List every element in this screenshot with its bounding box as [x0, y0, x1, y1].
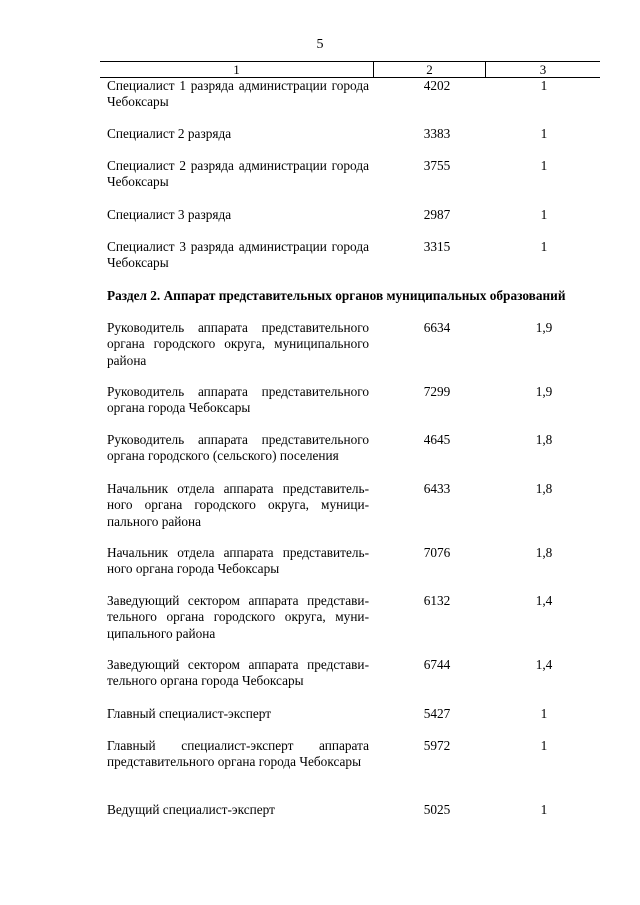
position-name: Заведующий сектором аппарата представительного органа городского округа, муниципального района [107, 593, 369, 641]
coefficient-value: 1 [540, 706, 548, 721]
coefficient-value: 1 [540, 158, 548, 173]
salary-value: 7076 [423, 545, 451, 560]
table-column-header-row [100, 61, 600, 78]
salary-value: 5972 [423, 738, 451, 753]
position-name: Начальник отдела аппарата представительного органа городского округа, муниципального района [107, 481, 369, 529]
position-name: Руководитель аппарата представительного органа городского (сельского) поселения [107, 432, 369, 464]
salary-value: 3755 [423, 158, 451, 173]
salary-value: 4645 [423, 432, 451, 447]
coefficient-value: 1,4 [535, 593, 553, 608]
coefficient-value: 1 [540, 207, 548, 222]
position-name: Специалист 3 разряда администрации города Чебоксары [107, 239, 369, 271]
position-name: Начальник отдела аппарата представительного органа города Чебоксары [107, 545, 369, 577]
coefficient-value: 1,8 [535, 545, 553, 560]
salary-value: 7299 [423, 384, 451, 399]
position-name: Главный специалист-эксперт аппарата представительного органа города Чебоксары [107, 738, 369, 770]
coefficient-value: 1,8 [535, 481, 553, 496]
coefficient-value: 1,8 [535, 432, 553, 447]
position-name: Специалист 3 разряда [107, 207, 232, 222]
column-header-1: 1 [100, 62, 374, 77]
coefficient-value: 1 [540, 126, 548, 141]
salary-value: 2987 [423, 207, 451, 222]
coefficient-value: 1,4 [535, 657, 553, 672]
position-name: Ведущий специалист-эксперт [107, 802, 275, 817]
position-name: Заведующий сектором аппарата представительного органа города Чебоксары [107, 657, 369, 689]
salary-value: 5427 [423, 706, 451, 721]
position-name: Специалист 2 разряда [107, 126, 232, 141]
coefficient-value: 1,9 [535, 384, 553, 399]
salary-value: 5025 [423, 802, 451, 817]
position-name: Главный специалист-эксперт [107, 706, 272, 721]
salary-value: 6634 [423, 320, 451, 335]
salary-value: 6744 [423, 657, 451, 672]
salary-value: 6433 [423, 481, 451, 496]
salary-value: 3315 [423, 239, 451, 254]
salary-value: 6132 [423, 593, 451, 608]
column-header-2: 2 [374, 62, 486, 77]
salary-value: 4202 [423, 78, 451, 93]
position-name: Специалист 1 разряда администрации города Чебоксары [107, 78, 369, 110]
position-name: Руководитель аппарата представительного органа города Чебоксары [107, 384, 369, 416]
coefficient-value: 1,9 [535, 320, 553, 335]
salary-value: 3383 [423, 126, 451, 141]
coefficient-value: 1 [540, 802, 548, 817]
section-title: Раздел 2. Аппарат представительных органов муниципальных образований [107, 288, 566, 303]
coefficient-value: 1 [540, 78, 548, 93]
column-header-3: 3 [539, 62, 547, 77]
coefficient-value: 1 [540, 738, 548, 753]
coefficient-value: 1 [540, 239, 548, 254]
page-number: 5 [316, 37, 324, 52]
position-name: Специалист 2 разряда администрации города Чебоксары [107, 158, 369, 190]
position-name: Руководитель аппарата представительного органа городского округа, муниципального района [107, 320, 369, 368]
